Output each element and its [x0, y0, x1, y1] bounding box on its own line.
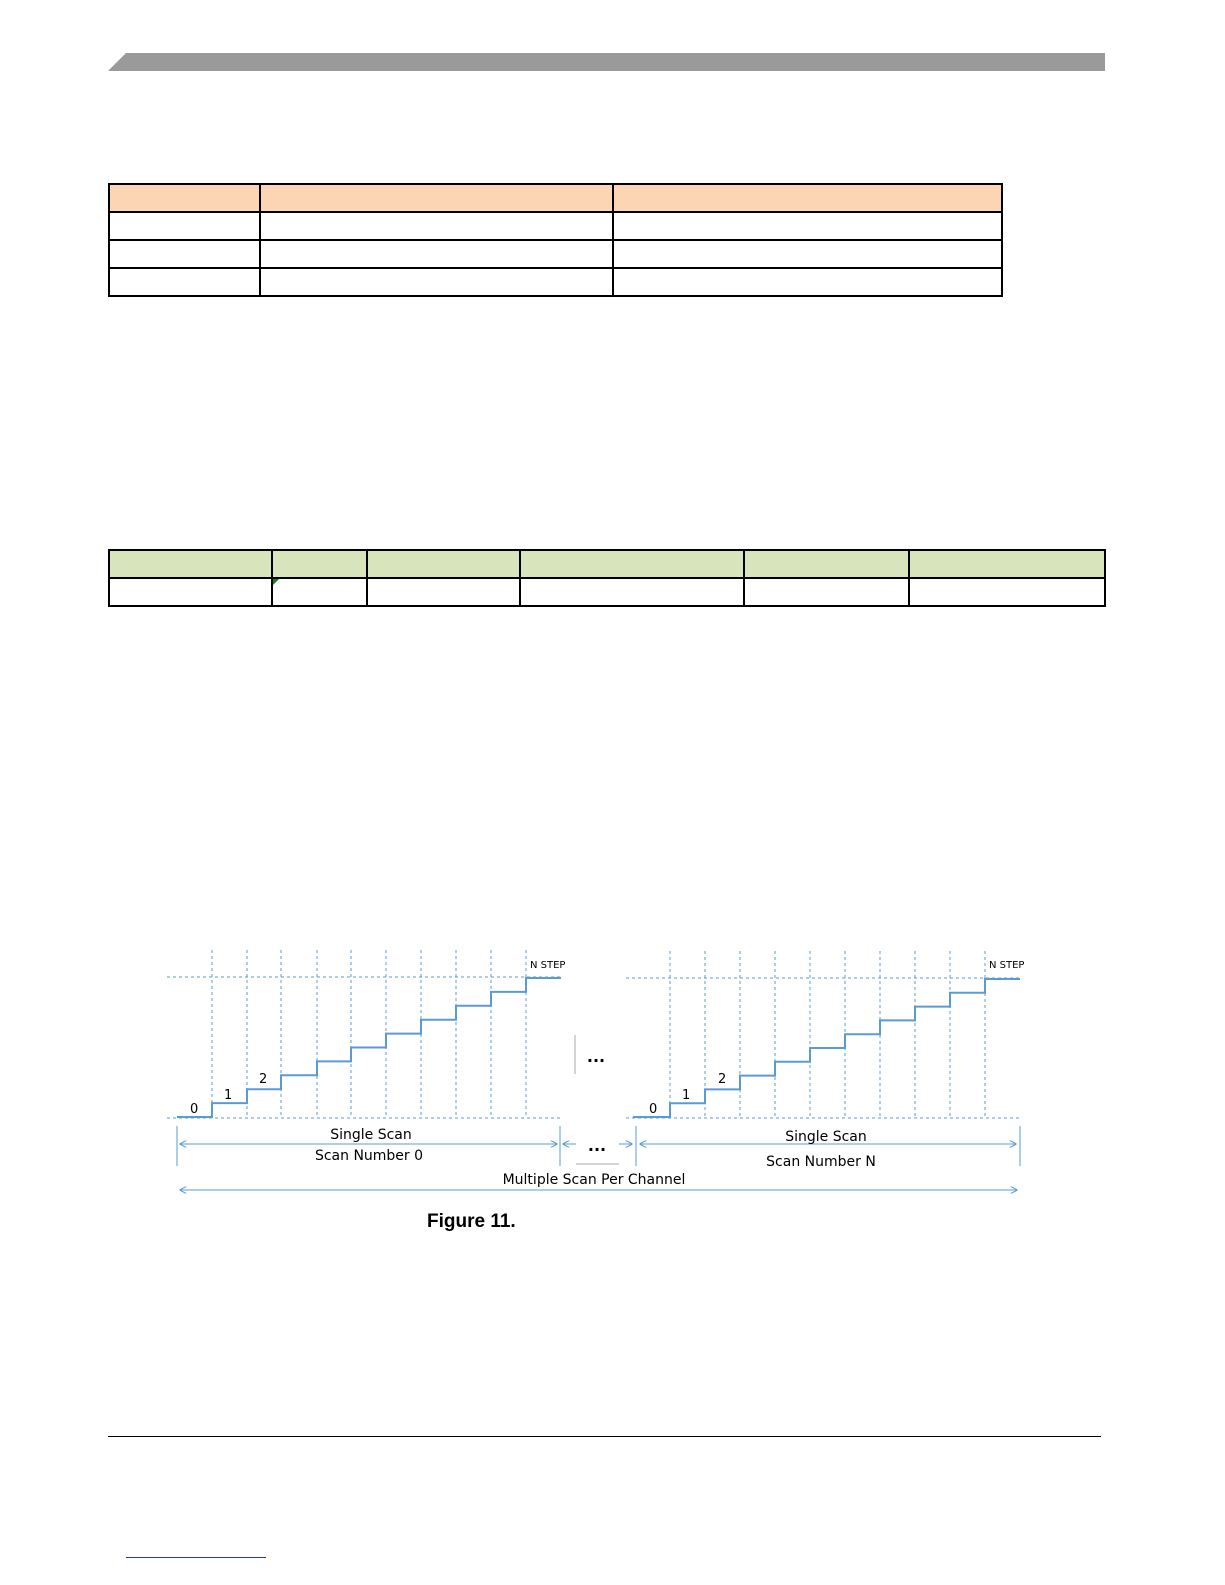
staircase-line [633, 979, 1020, 1117]
vertical-grid [212, 950, 526, 1117]
step-label: 1 [682, 1088, 691, 1103]
n-step-label: N STEP [530, 960, 566, 971]
ellipsis: ... [587, 1136, 607, 1155]
single-scan-label: Single Scan [330, 1127, 412, 1143]
footer-link-underline[interactable] [126, 1557, 266, 1558]
scan-number-label: Scan Number N [766, 1154, 876, 1170]
scan-number-label: Scan Number 0 [314, 1148, 424, 1164]
ellipsis: ... [586, 1047, 606, 1066]
figure-caption: Figure 11. [427, 1211, 516, 1232]
step-label: 1 [224, 1088, 233, 1103]
step-label: 0 [649, 1102, 658, 1117]
left-scan-panel [167, 950, 565, 1166]
staircase-line [177, 978, 561, 1117]
footer-rule [108, 1436, 1101, 1437]
step-label: 2 [718, 1072, 727, 1087]
middle-gap [563, 1035, 632, 1164]
right-scan-panel [626, 951, 1024, 1170]
step-label: 0 [190, 1102, 199, 1117]
single-scan-label: Single Scan [785, 1129, 867, 1145]
step-label: 2 [259, 1072, 268, 1087]
multi-scan-label: Multiple Scan Per Channel [502, 1172, 686, 1188]
vertical-grid [670, 951, 985, 1117]
n-step-label: N STEP [989, 960, 1025, 971]
